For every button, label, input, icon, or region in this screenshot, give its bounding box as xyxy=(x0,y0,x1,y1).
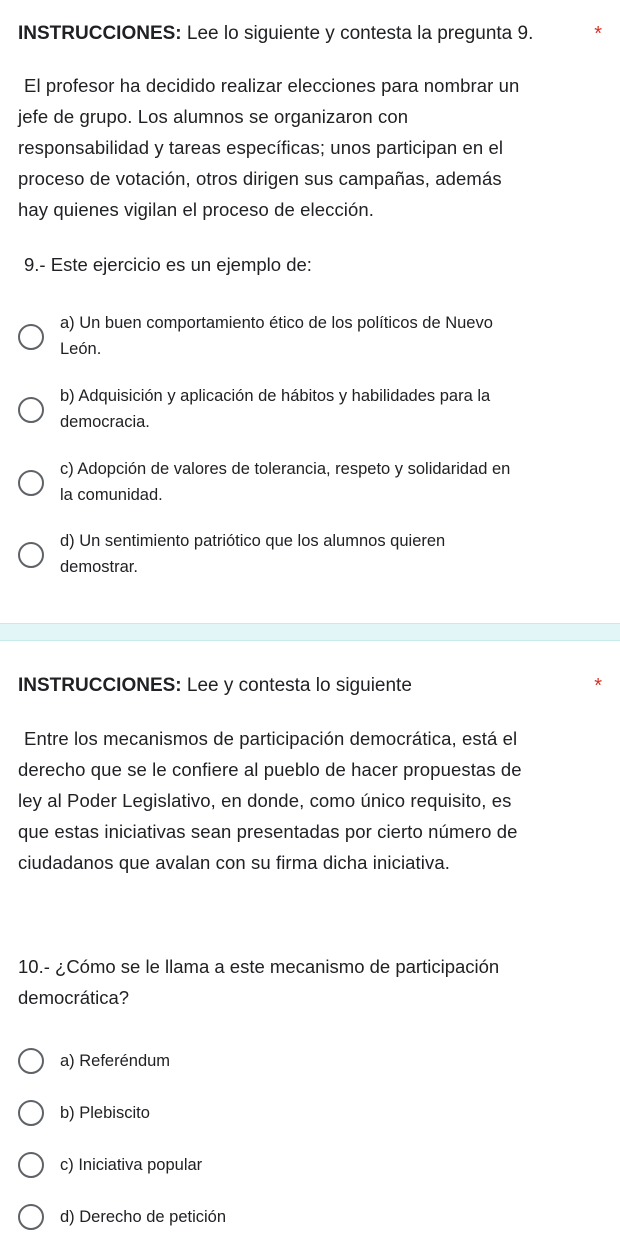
radio-button[interactable] xyxy=(18,1100,44,1126)
instructions-text: Lee y contesta lo siguiente xyxy=(181,675,412,696)
radio-button[interactable] xyxy=(18,470,44,496)
question-10-option-c[interactable] xyxy=(18,1151,598,1179)
section-separator xyxy=(0,623,620,641)
required-asterisk: * xyxy=(594,675,602,697)
question-line: democrática? xyxy=(18,987,130,1008)
question-10-option-b[interactable] xyxy=(18,1099,598,1127)
passage-line: El profesor ha decidido realizar elecciones para nombrar un xyxy=(24,75,520,96)
option-line: c) Adopción de valores de tolerancia, respeto y solidaridad en xyxy=(60,460,511,478)
question-9-option-c[interactable] xyxy=(18,456,598,508)
question-10-option-d[interactable] xyxy=(18,1203,598,1231)
passage-line: derecho que se le confiere al pueblo de hacer propuestas de xyxy=(18,759,522,780)
radio-button[interactable] xyxy=(18,324,44,350)
question-10-text xyxy=(18,951,598,1013)
required-asterisk: * xyxy=(594,23,602,45)
radio-button[interactable] xyxy=(18,542,44,568)
passage-line: responsabilidad y tareas específicas; unos participan en el xyxy=(18,137,504,158)
passage-line: jefe de grupo. Los alumnos se organizaron con xyxy=(18,106,409,127)
instructions-label: INSTRUCCIONES: xyxy=(18,675,182,696)
question-9-passage xyxy=(18,70,588,225)
option-line: b) Adquisición y aplicación de hábitos y habilidades para la xyxy=(60,387,491,405)
option-line: la comunidad. xyxy=(60,486,163,504)
question-9-option-b[interactable] xyxy=(18,383,598,435)
question-9-option-a[interactable] xyxy=(18,310,598,362)
question-9-option-d[interactable] xyxy=(18,528,598,580)
instructions-text: Lee lo siguiente y contesta la pregunta 9. xyxy=(181,23,534,44)
radio-button[interactable] xyxy=(18,397,44,423)
option-line: León. xyxy=(60,340,102,358)
question-10-passage xyxy=(18,723,588,878)
option-line: a) Un buen comportamiento ético de los políticos de Nuevo xyxy=(60,314,493,332)
passage-line: que estas iniciativas sean presentadas por cierto número de xyxy=(18,821,518,842)
question-line: 10.- ¿Cómo se le llama a este mecanismo de participación xyxy=(18,956,500,977)
question-10-instructions xyxy=(18,674,602,698)
option-line: democracia. xyxy=(60,413,150,431)
option-label: a) Referéndum xyxy=(60,1052,171,1070)
option-label xyxy=(60,456,590,508)
question-9-instructions xyxy=(18,22,602,46)
option-label xyxy=(60,383,590,435)
option-label: c) Iniciativa popular xyxy=(60,1156,203,1174)
radio-button[interactable] xyxy=(18,1048,44,1074)
question-10-card xyxy=(0,641,620,1258)
radio-button[interactable] xyxy=(18,1204,44,1230)
instructions-label: INSTRUCCIONES: xyxy=(18,23,182,44)
option-label xyxy=(60,310,590,362)
passage-line: proceso de votación, otros dirigen sus campañas, además xyxy=(18,168,502,189)
option-label xyxy=(60,528,590,580)
option-label: b) Plebiscito xyxy=(60,1104,150,1122)
question-9-card xyxy=(0,0,620,623)
option-label: d) Derecho de petición xyxy=(60,1208,227,1226)
question-10-option-a[interactable] xyxy=(18,1047,598,1075)
passage-line: Entre los mecanismos de participación democrática, está el xyxy=(24,728,518,749)
passage-line: hay quienes vigilan el proceso de elección. xyxy=(18,199,375,220)
question-9-text: 9.- Este ejercicio es un ejemplo de: xyxy=(24,254,312,275)
option-line: demostrar. xyxy=(60,558,138,576)
passage-line: ciudadanos que avalan con su firma dicha iniciativa. xyxy=(18,852,450,873)
radio-button[interactable] xyxy=(18,1152,44,1178)
passage-line: ley al Poder Legislativo, en donde, como único requisito, es xyxy=(18,790,512,811)
option-line: d) Un sentimiento patriótico que los alumnos quieren xyxy=(60,532,446,550)
